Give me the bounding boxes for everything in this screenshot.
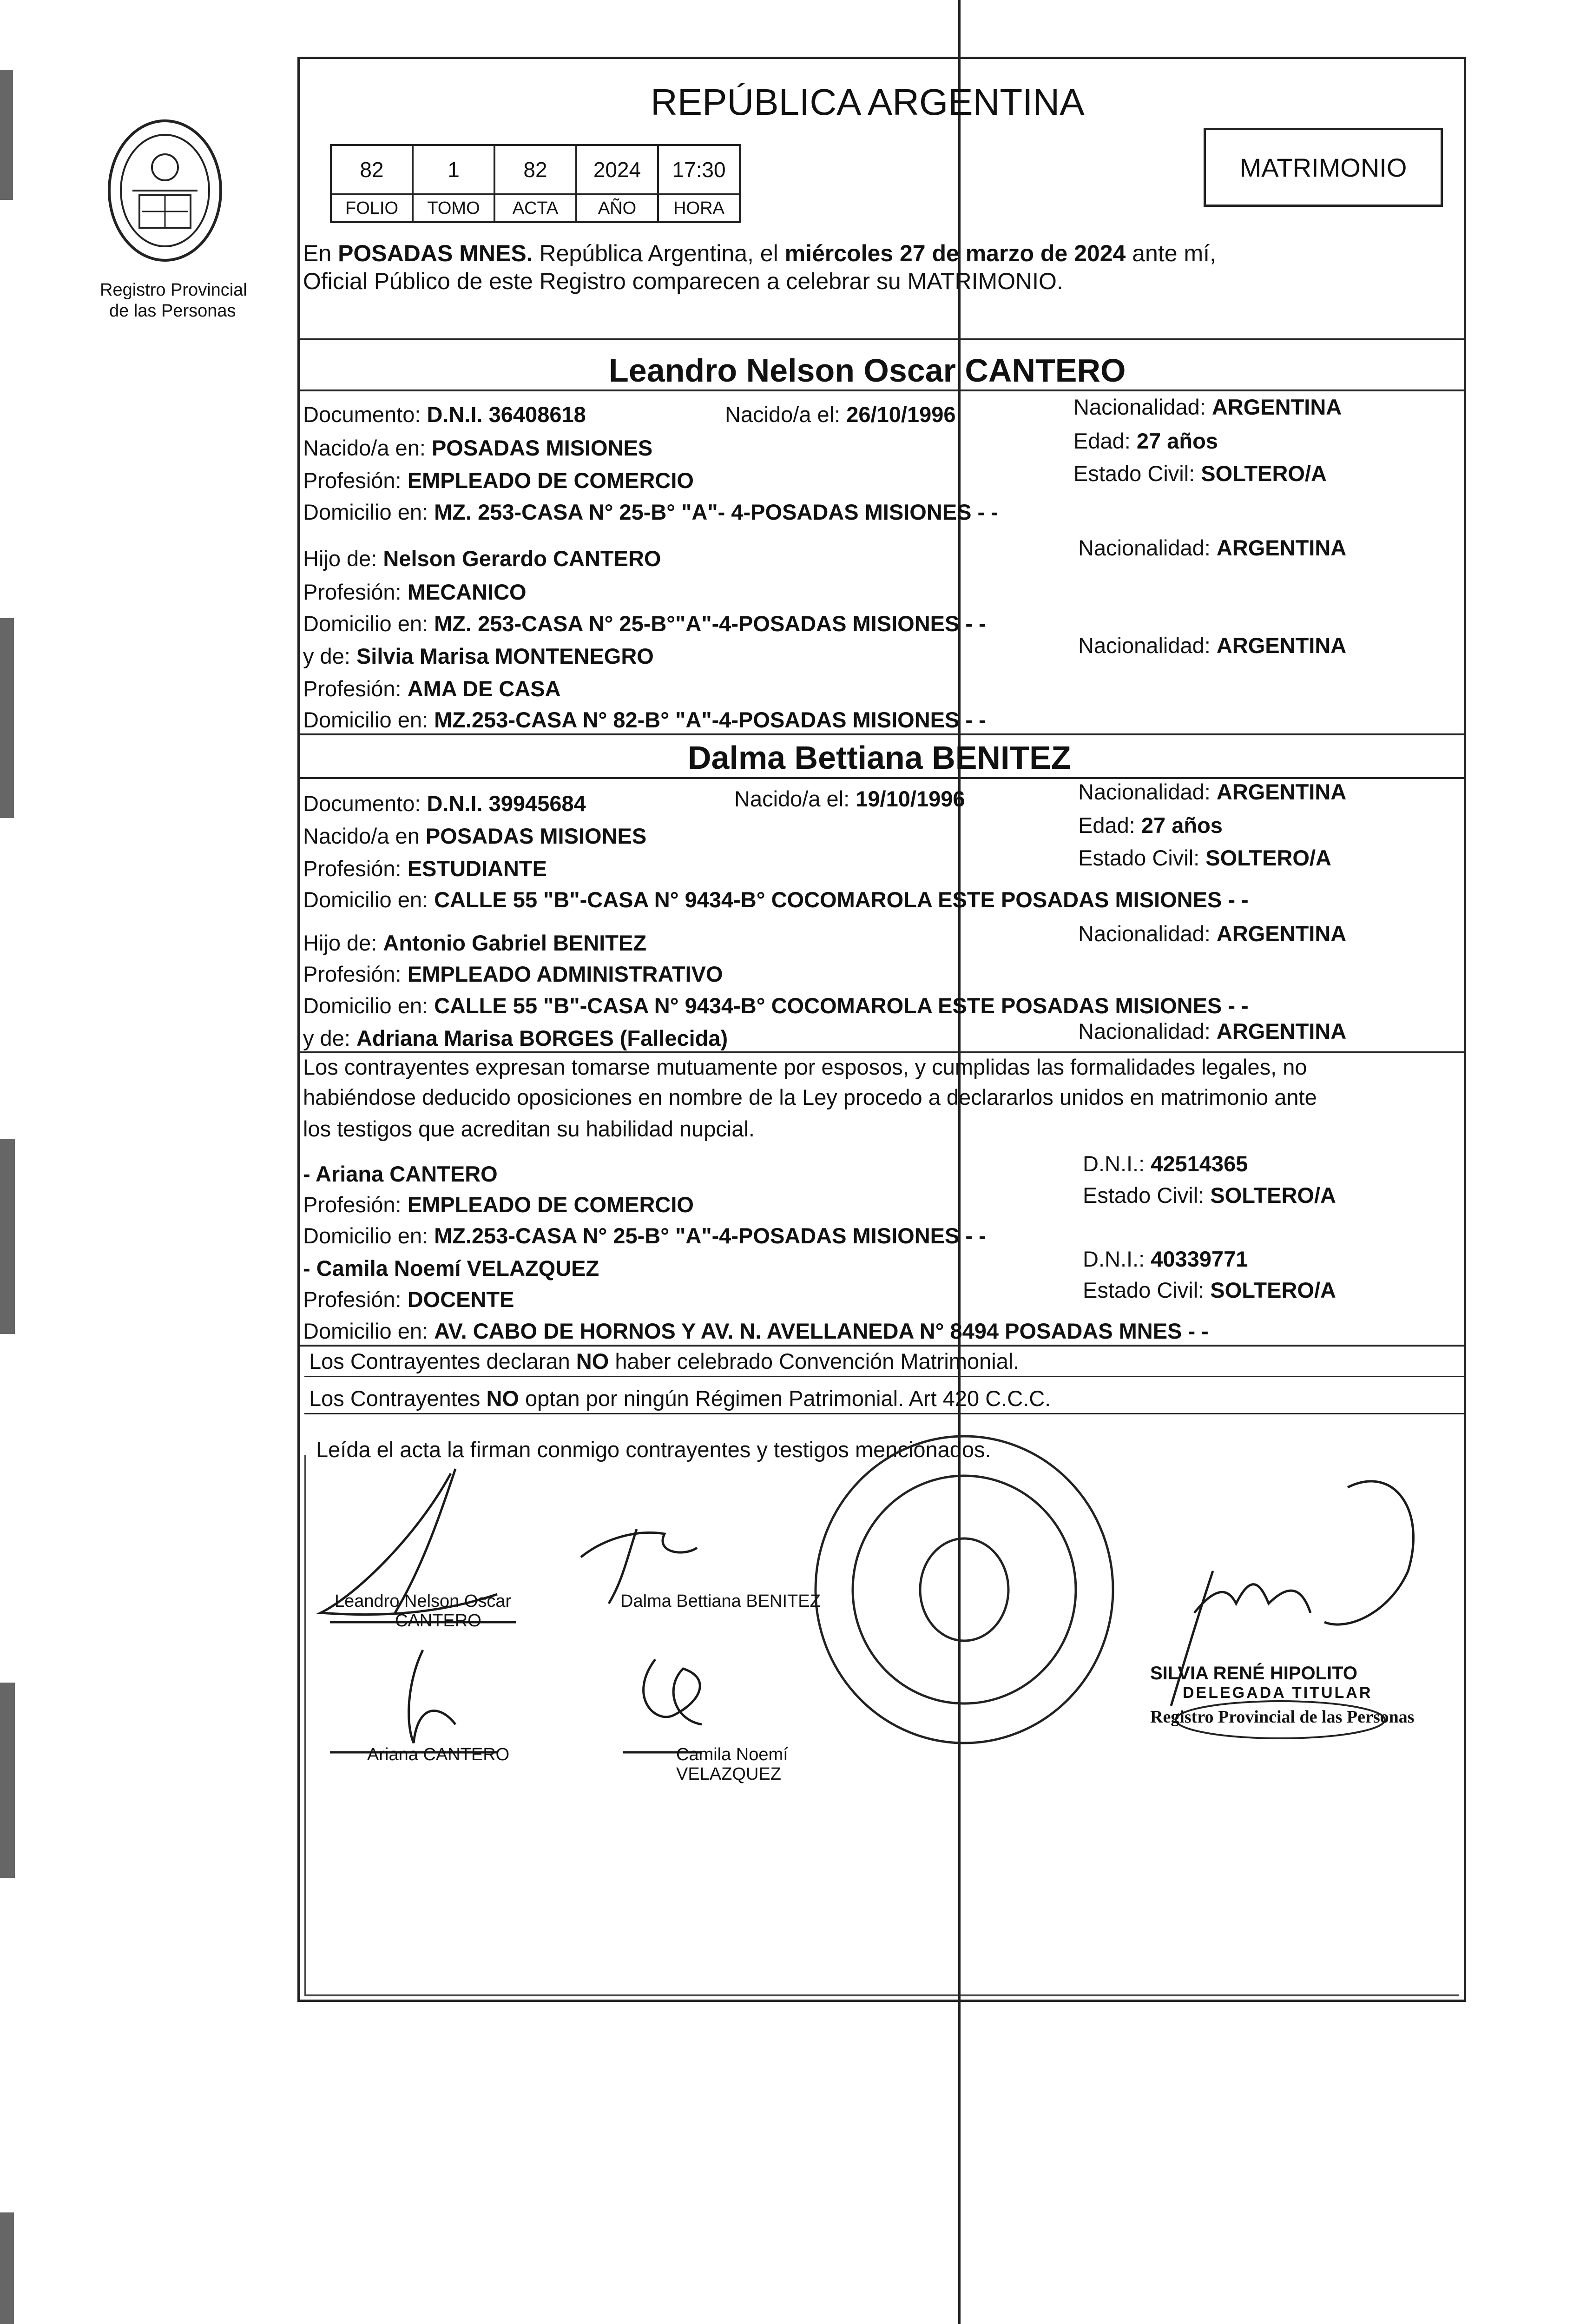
witness1-signature-label: Ariana CANTERO: [367, 1745, 510, 1764]
bride-nationality: Nacionalidad: ARGENTINA: [1078, 779, 1347, 804]
bride-birthdate: Nacido/a el: 19/10/1996: [734, 786, 965, 811]
bride-father-nationality: Nacionalidad: ARGENTINA: [1078, 921, 1347, 946]
groom-age: Edad: 27 años: [1073, 429, 1218, 453]
officer-name: SILVIA RENÉ HIPOLITO: [1150, 1663, 1357, 1684]
bride-father: Hijo de: Antonio Gabriel BENITEZ: [303, 931, 647, 955]
regime-statement: Los Contrayentes NO optan por ningún Régimen Patrimonial. Art 420 C.C.C.: [309, 1386, 1051, 1411]
page-title: REPÚBLICA ARGENTINA: [651, 81, 1085, 123]
groom-civil-status: Estado Civil: SOLTERO/A: [1073, 461, 1327, 486]
reading-statement: Leída el acta la firman conmigo contrayentes y testigos mencionados.: [316, 1437, 991, 1462]
convention-statement: Los Contrayentes declaran NO haber celebrado Convención Matrimonial.: [309, 1349, 1020, 1373]
declaration-line2: habiéndose deducido oposiciones en nombre de la Ley procedo a declararlos unidos en matrimonio ante: [303, 1085, 1317, 1109]
bride-document: Documento: D.N.I. 39945684: [303, 791, 586, 816]
groom-mother-address: Domicilio en: MZ.253-CASA N° 82-B° "A"-4-POSADAS MISIONES - -: [303, 707, 986, 732]
witness2-name: - Camila Noemí VELAZQUEZ: [303, 1256, 599, 1281]
witness2-civil-status: Estado Civil: SOLTERO/A: [1083, 1278, 1336, 1302]
groom-father: Hijo de: Nelson Gerardo CANTERO: [303, 546, 661, 571]
bride-address: Domicilio en: CALLE 55 "B"-CASA N° 9434-B° COCOMAROLA ESTE POSADAS MISIONES - -: [303, 887, 1249, 912]
intro-line2: Oficial Público de este Registro comparecen a celebrar su MATRIMONIO.: [303, 268, 1063, 294]
bride-civil-status: Estado Civil: SOLTERO/A: [1078, 845, 1331, 870]
official-seal: [811, 1443, 1113, 1745]
groom-father-nationality: Nacionalidad: ARGENTINA: [1078, 535, 1347, 560]
witness2-address: Domicilio en: AV. CABO DE HORNOS Y AV. N. AVELLANEDA N° 8494 POSADAS MNES - -: [303, 1319, 1209, 1343]
bride-mother: y de: Adriana Marisa BORGES (Fallecida): [303, 1026, 728, 1050]
witness1-civil-status: Estado Civil: SOLTERO/A: [1083, 1183, 1336, 1208]
intro-line1: En POSADAS MNES. República Argentina, el miércoles 27 de marzo de 2024 ante mí,: [303, 240, 1216, 266]
officer-title: DELEGADA TITULAR: [1183, 1684, 1373, 1702]
hora-value: 17:30: [657, 144, 741, 195]
province-logo: [95, 112, 235, 270]
tomo-label: TOMO: [412, 195, 495, 223]
groom-mother: y de: Silvia Marisa MONTENEGRO: [303, 644, 654, 668]
groom-mother-nationality: Nacionalidad: ARGENTINA: [1078, 633, 1347, 658]
bride-signature-label: Dalma Bettiana BENITEZ: [620, 1591, 821, 1611]
bride-birthplace: Nacido/a en POSADAS MISIONES: [303, 824, 647, 848]
groom-birthdate: Nacido/a el: 26/10/1996: [725, 402, 956, 427]
bride-profession: Profesión: ESTUDIANTE: [303, 856, 547, 881]
folio-label: FOLIO: [330, 195, 414, 223]
witness2-dni: D.N.I.: 40339771: [1083, 1247, 1248, 1271]
witness1-address: Domicilio en: MZ.253-CASA N° 25-B° "A"-4-POSADAS MISIONES - -: [303, 1223, 986, 1248]
groom-name: Leandro Nelson Oscar CANTERO: [609, 352, 1126, 389]
groom-address: Domicilio en: MZ. 253-CASA N° 25-B° "A"- 4-POSADAS MISIONES - -: [303, 500, 998, 524]
witness2-signature-label: Camila Noemí VELAZQUEZ: [676, 1745, 788, 1784]
witness1-name: - Ariana CANTERO: [303, 1162, 498, 1186]
hora-label: HORA: [657, 195, 741, 223]
record-type-label: MATRIMONIO: [1239, 152, 1407, 182]
registry-label-line2: de las Personas: [109, 301, 236, 321]
groom-mother-profession: Profesión: AMA DE CASA: [303, 676, 561, 701]
acta-value: 82: [494, 144, 577, 195]
groom-document: Documento: D.N.I. 36408618: [303, 402, 586, 427]
groom-father-address: Domicilio en: MZ. 253-CASA N° 25-B°"A"-4-POSADAS MISIONES - -: [303, 611, 986, 636]
officer-office: Registro Provincial de las Personas: [1150, 1707, 1415, 1727]
witness1-dni: D.N.I.: 42514365: [1083, 1151, 1248, 1176]
anio-label: AÑO: [575, 195, 659, 223]
declaration-line3: los testigos que acreditan su habilidad nupcial.: [303, 1116, 755, 1141]
bride-name: Dalma Bettiana BENITEZ: [688, 739, 1071, 776]
bride-father-address: Domicilio en: CALLE 55 "B"-CASA N° 9434-B° COCOMAROLA ESTE POSADAS MISIONES - -: [303, 993, 1249, 1018]
anio-value: 2024: [575, 144, 659, 195]
registry-label-line1: Registro Provincial: [100, 280, 247, 300]
groom-signature-label: Leandro Nelson Oscar CANTERO: [335, 1591, 512, 1631]
groom-nationality: Nacionalidad: ARGENTINA: [1073, 395, 1342, 419]
witness1-profession: Profesión: EMPLEADO DE COMERCIO: [303, 1192, 694, 1217]
groom-father-profession: Profesión: MECANICO: [303, 580, 527, 604]
tomo-value: 1: [412, 144, 495, 195]
record-type-box: [1204, 128, 1443, 207]
acta-label: ACTA: [494, 195, 577, 223]
declaration-line1: Los contrayentes expresan tomarse mutuamente por esposos, y cumplidas las formalidades legales, no: [303, 1055, 1307, 1079]
bride-father-profession: Profesión: EMPLEADO ADMINISTRATIVO: [303, 962, 723, 986]
groom-profession: Profesión: EMPLEADO DE COMERCIO: [303, 468, 694, 493]
groom-birthplace: Nacido/a en: POSADAS MISIONES: [303, 436, 653, 460]
bride-age: Edad: 27 años: [1078, 813, 1223, 838]
scan-fold-line: [958, 0, 961, 2324]
witness2-profession: Profesión: DOCENTE: [303, 1287, 514, 1312]
bride-mother-nationality: Nacionalidad: ARGENTINA: [1078, 1019, 1347, 1043]
folio-value: 82: [330, 144, 414, 195]
